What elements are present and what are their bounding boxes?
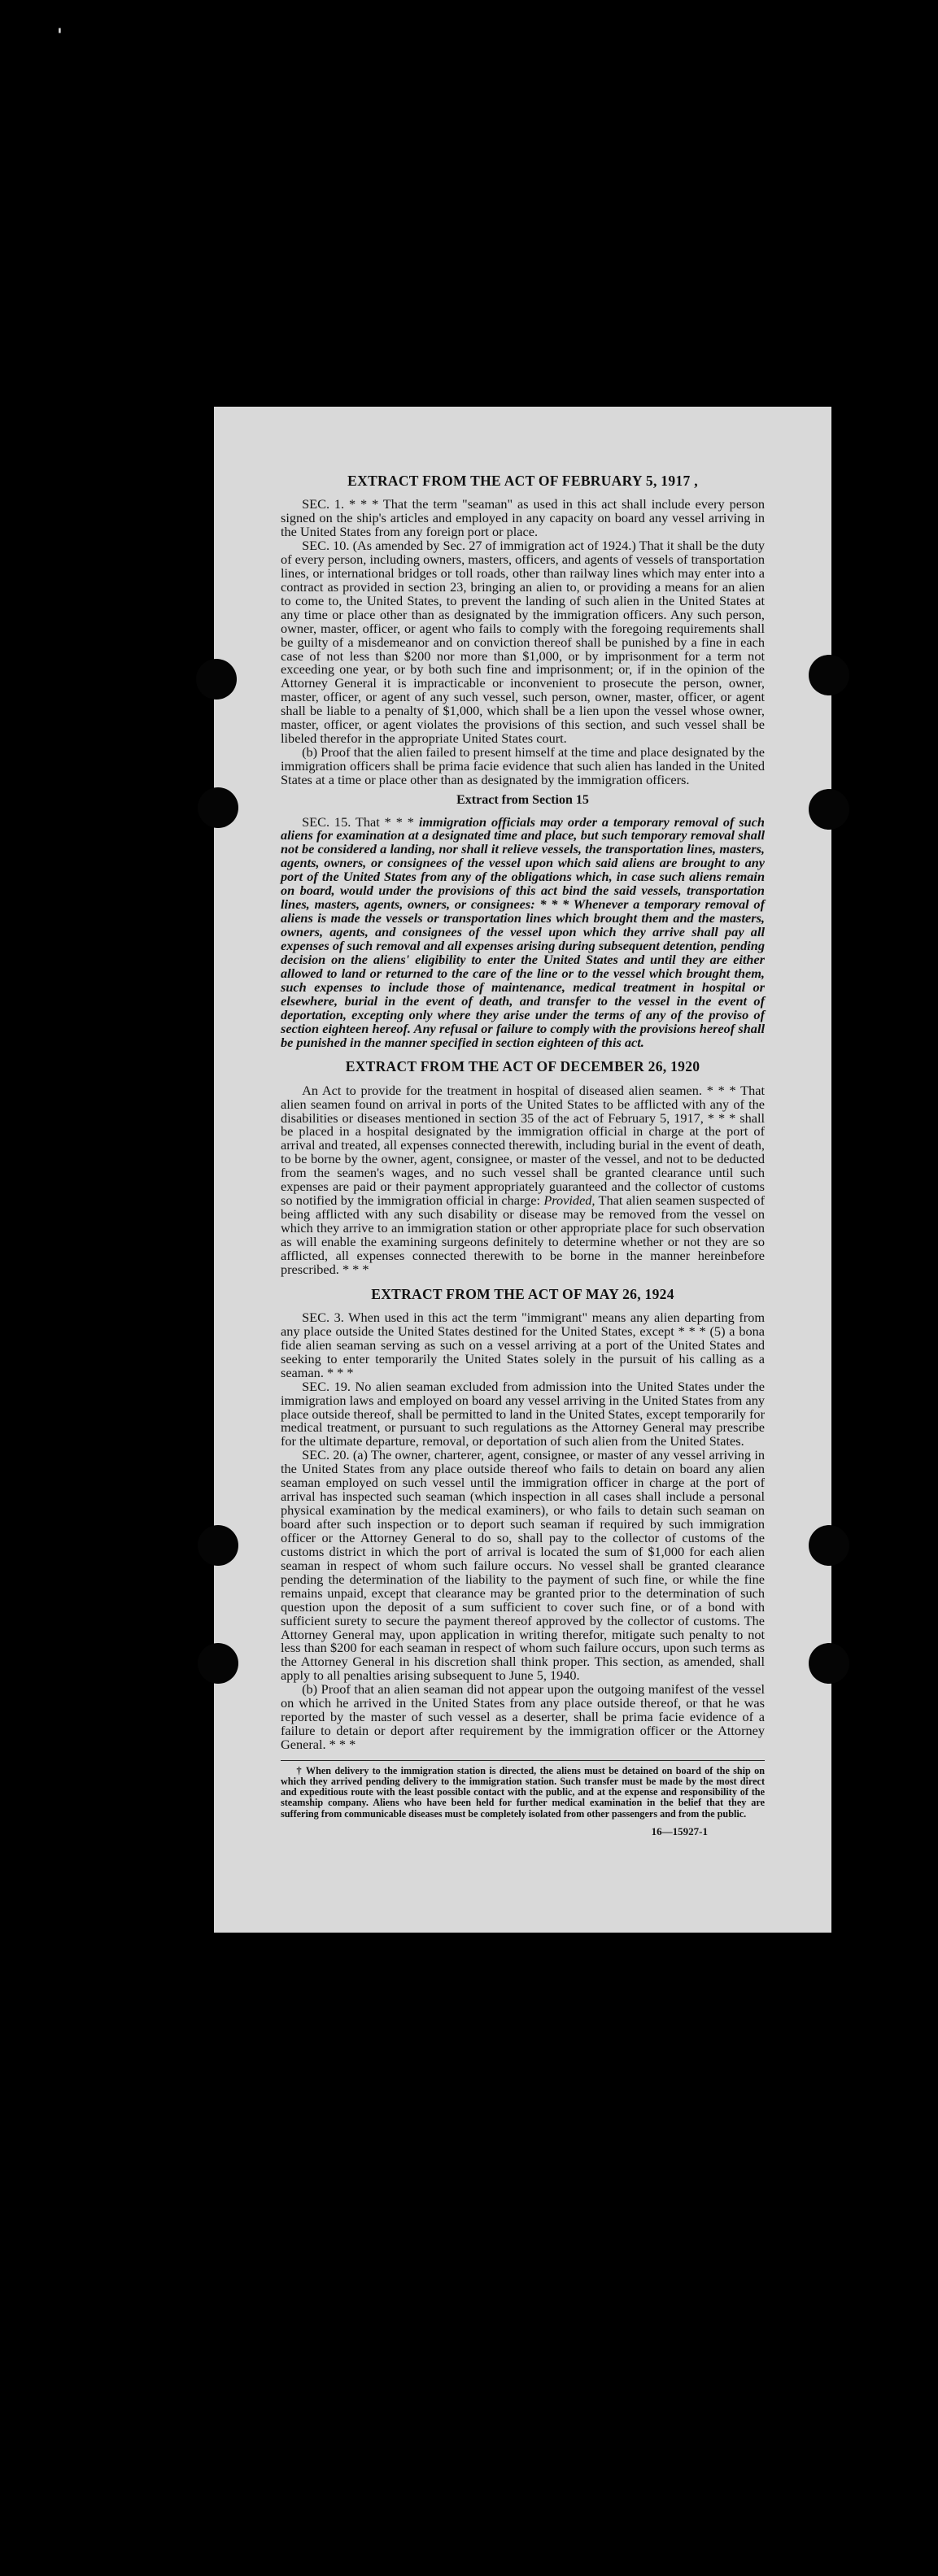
corner-mark: ' [57,26,63,46]
section-15-lead: SEC. 15. That * * * [302,813,414,830]
section-20b-paragraph: (b) Proof that an alien seaman did not appear upon the outgoing manifest of the vessel on which he arrived in the United States from any place outside thereof, or that he was reported by the master of such vessel as a deserter, shall be prima facie evidence of a failure to detain or deport after requirement by the immigration officer or the Attorney General. * * * [281,1681,765,1752]
section-15-text: immigration officials may order a temporary removal of such aliens for examination at a designated time and place, but such temporary removal shall not be considered a landing, nor shall it relieve vessels, the transportation lines, masters, agents, owners, or consignees of the vessel upon which said aliens are brought to any port of the United States from any of the obligations which, in case such aliens remain on board, would under the provisions of this act bind the said vessels, transportation lines, masters, agents, owners, or consignees: * * * Whenever a temporary removal of aliens is made the vessels or transportation lines which brought them and the masters, owners, agents, and consignees of the vessel upon which they arrive shall pay all expenses of such removal and all expenses arising during subsequent detention, pending decision on the aliens' eligibility to enter the United States and until they are either allowed to land or returned to the care of the line or to the vessel which brought them, such expenses to include those of maintenance, medical treatment in hospital or elsewhere, burial in the event of death, and transfer to the vessel in the event of deportation, excepting only where they arise under the terms of any of the proviso of section eighteen hereof. Any refusal or failure to comply with the provisions hereof shall be punished in the manner specified in section eighteen of this act. [281,813,765,1050]
punch-hole [198,1525,238,1566]
punch-hole [809,1525,849,1566]
tick-mark: , [694,473,698,489]
section-1-paragraph: SEC. 1. * * * That the term "seaman" as used in this act shall include every person signed on the ship's articles and employed in any capacity on board any vessel arriving in the United States from any foreign port or place. [281,496,765,540]
heading-act-1917: EXTRACT FROM THE ACT OF FEBRUARY 5, 1917 , [347,473,698,489]
section-20a-paragraph: SEC. 20. (a) The owner, charterer, agent, consignee, or master of any vessel arriving in the United States from any place outside thereof who fails to detain on board any alien seaman employed on such vessel until the immigration officer in charge at the port of arrival has inspected such seaman (which inspection in all cases shall include a personal physical examination by the medical examiners), or who fails to detain such seaman on board after such inspection or to deport such seaman if required by such immigration officer or the Attorney General to do so, shall pay to the collector of customs of the customs district in which the port of arrival is located the sum of $1,000 for each alien seaman in respect of whom such failure occurs. No vessel shall be granted clearance pending the determination of the liability to the payment of such fine, or while the fine remains unpaid, except that clearance may be granted prior to the determination of such question upon the deposit of a sum sufficient to cover such fine, or of a bond with sufficient surety to secure the payment thereof approved by the collector of customs. The Attorney General may, upon application in writing therefor, mitigate such penalty to not less than $200 for each seaman in respect of whom such failure occurs, upon such terms as the Attorney General in his discretion shall think proper. This section, as amended, shall apply to all penalties arising subsequent to June 5, 1940. [281,1447,765,1684]
section-19-paragraph: SEC. 19. No alien seaman excluded from admission into the United States under the immigration laws and employed on board any vessel arriving in the United States from any place outside thereof, shall be permitted to land in the United States, except temporarily for medical treatment, or pursuant to such regulations as the Attorney General may prescribe for the ultimate departure, removal, or deportation of such alien from the United States. [281,1378,765,1449]
subheading-section-15: Extract from Section 15 [456,792,589,807]
section-10-paragraph: SEC. 10. (As amended by Sec. 27 of immigration act of 1924.) That it shall be the duty of every person, including owners, masters, officers, and agents of vessels of transportation lines, or international bridges or toll roads, other than railway lines which may enter into a contract as provided in section 23, bringing an alien to, or providing a means for an alien to come to, the United States, to prevent the landing of such alien in the United States at any time or place other than as designated by the immigration officers. Any such person, owner, master, officer, or agent who fails to comply with the foregoing requirements shall be guilty of a misdemeanor and on conviction thereof shall be punished by a fine in each case of not less than $200 nor more than $1,000, or by imprisonment for a term not exceeding one year, or by both such fine and imprisonment; or, if in the opinion of the Attorney General it is impracticable or inconvenient to prosecute the person, owner, master, officer, or agent of any such vessel, such person, owner, master, officer, or agent shall be liable to a penalty of $1,000, which shall be a lien upon the vessel whose owner, master, officer, or agent violates the provisions of this section, and such vessel shall be libeled therefor in the appropriate United States court. [281,538,765,747]
punch-hole [809,1643,849,1684]
heading-act-1920: EXTRACT FROM THE ACT OF DECEMBER 26, 1920 [345,1058,700,1075]
section-15-paragraph [281,813,765,1050]
punch-hole [198,1643,238,1684]
punch-hole [198,787,238,828]
punch-hole [809,655,849,695]
provided-keyword: Provided, [543,1192,596,1209]
act-1920-paragraph: An Act to provide for the treatment in hospital of diseased alien seamen. * * * That alien seamen found on arrival in ports of the United States to be afflicted with any of the disabilities or diseases mentioned in section 35 of the act of February 5, 1917, * * * shall be placed in a hospital designated by the immigration official in charge at the port of arrival and treated, all expenses connected therewith, including burial in the event of death, to be borne by the owner, agent, consignee, or master of the vessel, and not to be deducted from the seamen's wages, and no such vessel shall be granted clearance until such expenses are paid or their payment appropriately guaranteed and the collector of customs so notified by the immigration official in charge: Provided, That alien seamen suspected of being afflicted with any such disability or disease may be removed from the vessel on which they arrive to an immigration station or other appropriate place for such observation as will enable the examining surgeons definitely to determine whether or not they are so afflicted, all expenses connected therewith to be borne in the manner hereinbefore prescribed. * * * [281,1082,765,1277]
footnote-divider [281,1760,765,1761]
form-code: 16—15927-1 [651,1824,708,1837]
section-10b-paragraph: (b) Proof that the alien failed to present himself at the time and place designated by the immigration officers shall be prima facie evidence that such alien has landed in the United States at a time or place other than as designated by the immigration officers. [281,744,765,787]
punch-hole [809,789,849,830]
document-page [214,407,831,1933]
section-3-paragraph: SEC. 3. When used in this act the term "immigrant" means any alien departing from any place outside the United States destined for the United States, except * * * (5) a bona fide alien seaman serving as such on a vessel arriving at a port of the United States and seeking to enter temporarily the United States solely in the pursuit of his calling as a seaman. * * * [281,1309,765,1380]
punch-hole [196,659,237,700]
heading-act-1924: EXTRACT FROM THE ACT OF MAY 26, 1924 [371,1285,674,1302]
footnote: † When delivery to the immigration station is directed, the aliens must be detained on board of the ship on which they arrived pending delivery to the immigration station. Such transfer must be made by the most direct and expeditious route with the least possible contact with the public, and at the expense and responsibility of the steamship company. Aliens who have been held for further medical examination in the belief that they are suffering from communicable diseases must be completely isolated from other passengers and from the public. [281,1764,765,1820]
